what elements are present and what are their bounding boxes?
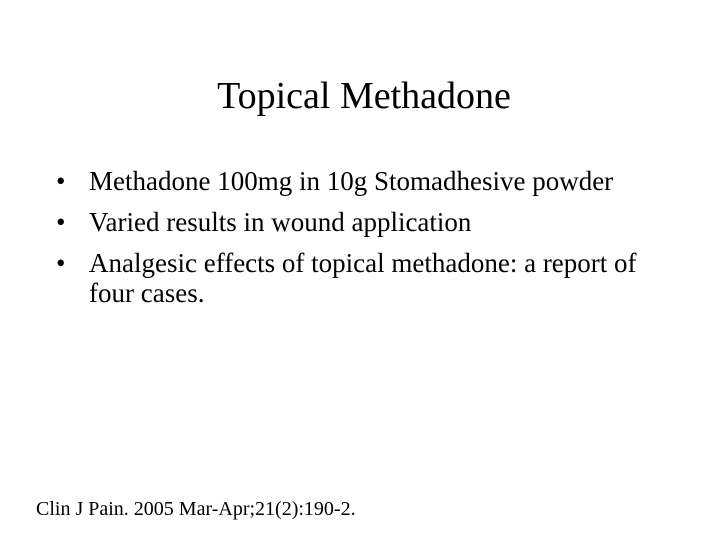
citation-footer: Clin J Pain. 2005 Mar-Apr;21(2):190-2. <box>36 498 356 520</box>
bullet-text: Analgesic effects of topical methadone: a report of four cases. <box>89 248 637 308</box>
slide-title: Topical Methadone <box>217 75 511 117</box>
bullet-text: Varied results in wound application <box>89 207 472 237</box>
bullet-icon: • <box>56 207 66 237</box>
bullet-text: Methadone 100mg in 10g Stomadhesive powder <box>89 166 614 196</box>
bullet-icon: • <box>56 248 66 278</box>
bullet-item <box>56 248 676 308</box>
bullet-item <box>56 207 676 237</box>
bullet-item <box>56 166 676 196</box>
bullet-icon: • <box>56 166 66 196</box>
bullet-list <box>56 166 676 319</box>
